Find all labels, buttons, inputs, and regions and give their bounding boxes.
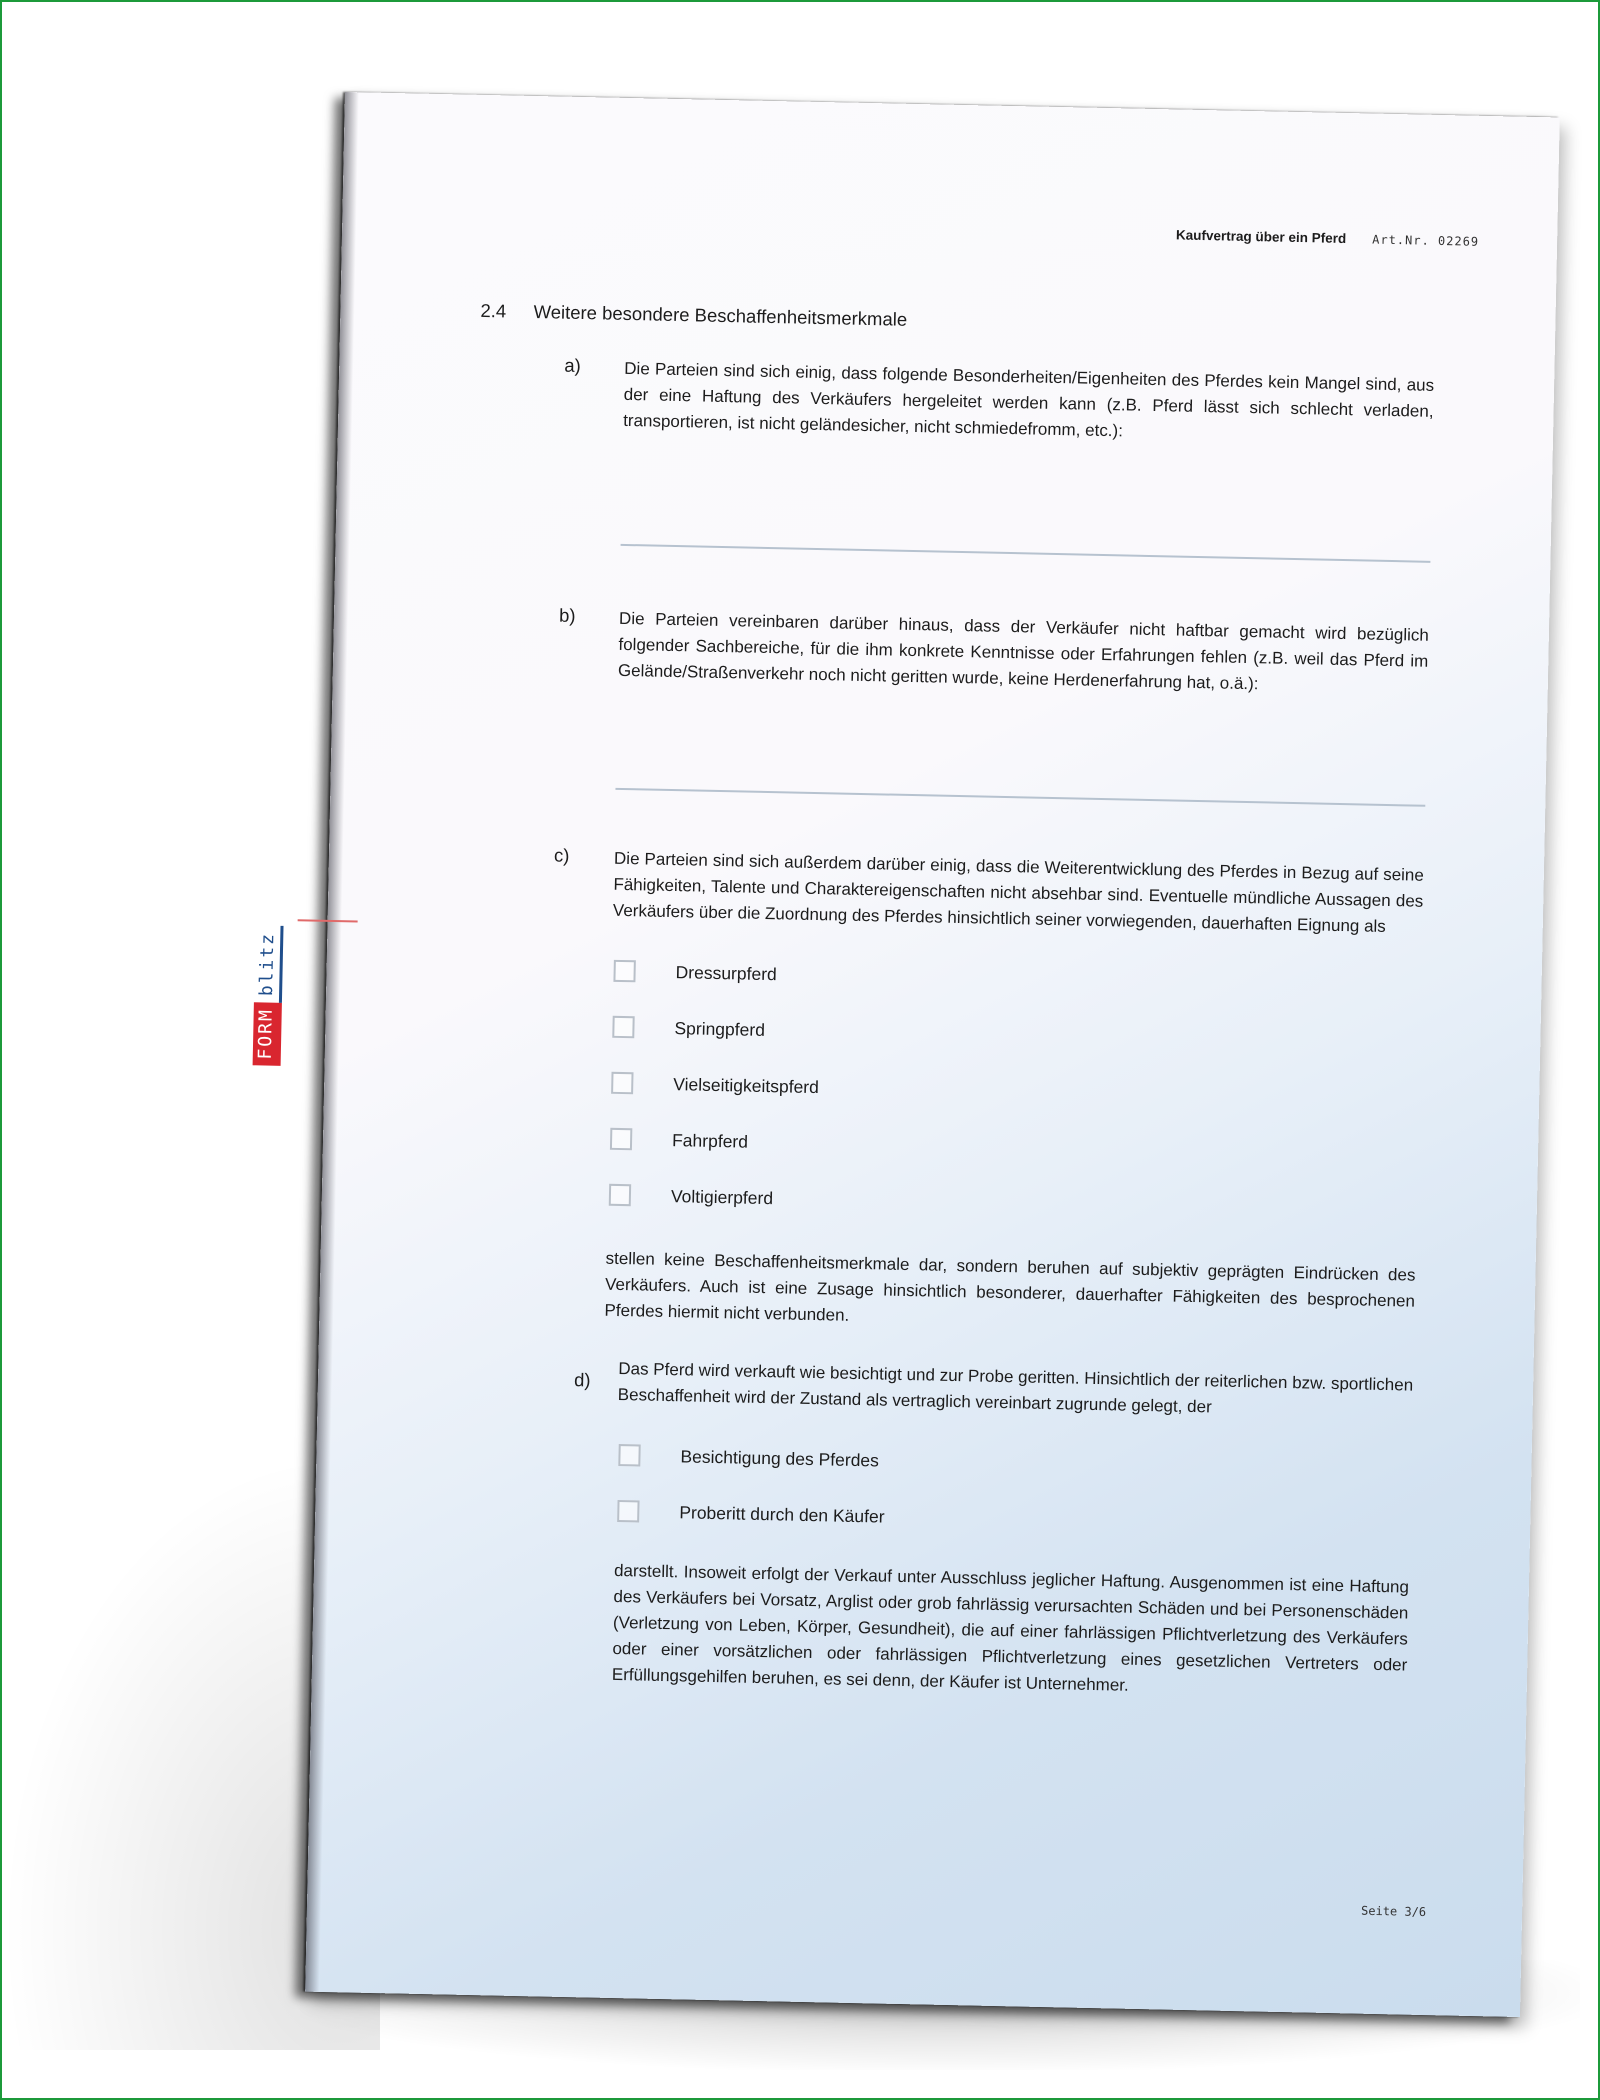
section-title: Weitere besondere Beschaffenheitsmerkmale: [533, 300, 908, 330]
checkbox[interactable]: [617, 1500, 639, 1522]
option-label: Proberitt durch den Käufer: [679, 1501, 885, 1527]
clause-letter: a): [564, 354, 581, 376]
document-page: [254, 92, 1560, 2017]
clause-letter: b): [558, 604, 576, 626]
logo-form-part: FORM: [253, 1002, 282, 1066]
option-vielseitigkeitspferd[interactable]: [611, 1072, 819, 1098]
option-voltigierpferd[interactable]: [609, 1184, 774, 1209]
article-number: Art.Nr. 02269: [1372, 232, 1480, 249]
clause-text: Die Parteien sind sich einig, dass folgende Besonderheiten/Eigenheiten des Pferdes kein Mangel sind, aus der eine Haftung des Verkäufers hergeleitet werden kann (z.B. Pferd lässt sich schlecht verladen, transportieren, ist nicht geländesicher, nicht schmiedefromm, etc.):: [622, 358, 1435, 441]
clause-text: stellen keine Beschaffenheitsmerkmale dar, sondern beruhen auf subjektiv geprägten Eindrücken des Verkäufers. Auch ist eine Zusage hinsichtlich besonderer, dauerhafter Fähigkeiten des besprochenen Pferdes hiermit nicht verbunden.: [604, 1248, 1416, 1325]
option-besichtigung[interactable]: [618, 1444, 879, 1471]
section-number: 2.4: [480, 299, 507, 322]
clause-d: [573, 1356, 1414, 1425]
checkbox[interactable]: [613, 960, 635, 982]
option-fahrpferd[interactable]: [610, 1128, 748, 1153]
checkbox[interactable]: [609, 1184, 631, 1206]
clause-letter: d): [573, 1369, 591, 1391]
checkbox[interactable]: [611, 1072, 633, 1094]
option-label: Vielseitigkeitspferd: [673, 1073, 820, 1097]
checkbox[interactable]: [612, 1016, 634, 1038]
page-number: Seite 3/6: [1360, 1903, 1427, 1920]
option-dressurpferd[interactable]: [613, 960, 777, 985]
checkbox[interactable]: [610, 1128, 632, 1150]
clause-a: [564, 354, 1435, 451]
section-heading: [480, 300, 907, 331]
logo-blitz-part: blitz: [254, 926, 284, 1003]
clause-letter: c): [553, 844, 570, 866]
option-springpferd[interactable]: [612, 1016, 765, 1041]
clause-c: [553, 844, 1425, 941]
clause-text: Die Parteien sind sich außerdem darüber einig, dass die Weiterentwicklung des Pferdes in Bezug auf seine Fähigkeiten, Talente und Charaktereigenschaften nicht absehbar sind. Eventuelle mündliche Aussagen des Verkäufers über die Zuordnung des Pferdes hinsichtlich seiner vorwiegenden, dauerhaften Eignung als: [612, 848, 1425, 936]
option-label: Dressurpferd: [675, 961, 777, 984]
clause-d-continuation: [612, 1558, 1410, 1705]
document-title: Kaufvertrag über ein Pferd: [1175, 227, 1347, 246]
clause-text: Das Pferd wird verkauft wie besichtigt und zur Probe geritten. Hinsichtlich der reiterlichen bzw. sportlichen Beschaffenheit wird der Zustand als vertraglich vereinbart zugrunde gelegt, der: [617, 1359, 1414, 1417]
checkbox[interactable]: [618, 1444, 640, 1466]
clause-text: Die Parteien vereinbaren darüber hinaus, dass der Verkäufer nicht haftbar gemacht wird bezüglich folgender Sachbereiche, für die ihm konkrete Kenntnisse oder Erfahrungen fehlen (z.B. weil das Pferd im Gelände/Straßenverkehr noch nicht geritten wurde, keine Herdenerfahrung hat, o.ä.):: [617, 608, 1430, 694]
fill-in-line-b[interactable]: [615, 788, 1425, 807]
option-proberitt[interactable]: [617, 1500, 885, 1528]
formblitz-logo: [253, 845, 286, 1066]
clause-c-continuation: [604, 1246, 1415, 1341]
fill-in-line-a[interactable]: [621, 544, 1431, 563]
clause-text: darstellt. Insoweit erfolgt der Verkauf unter Ausschluss jeglicher Haftung. Ausgenommen ist eine Haftung des Verkäufers bei Vorsatz, Arglist oder grob fahrlässig verursachten Schäden und bei Personenschäden (Verletzung von Leben, Körper, Gesundheit), die auf einer fahrlässigen Pflichtverletzung des Verkäufers oder einer vorsätzlichen oder fahrlässigen Pflichtverletzung eines gesetzlichen Vertreters oder Erfüllungsgehilfen beruhen, es sei denn, der Käufer ist Unternehmer.: [611, 1560, 1410, 1695]
option-label: Springpferd: [674, 1017, 766, 1040]
option-label: Voltigierpferd: [670, 1185, 774, 1208]
clause-b: [558, 604, 1430, 701]
option-label: Fahrpferd: [671, 1129, 749, 1152]
option-label: Besichtigung des Pferdes: [680, 1445, 880, 1470]
page-header: [1176, 227, 1479, 248]
